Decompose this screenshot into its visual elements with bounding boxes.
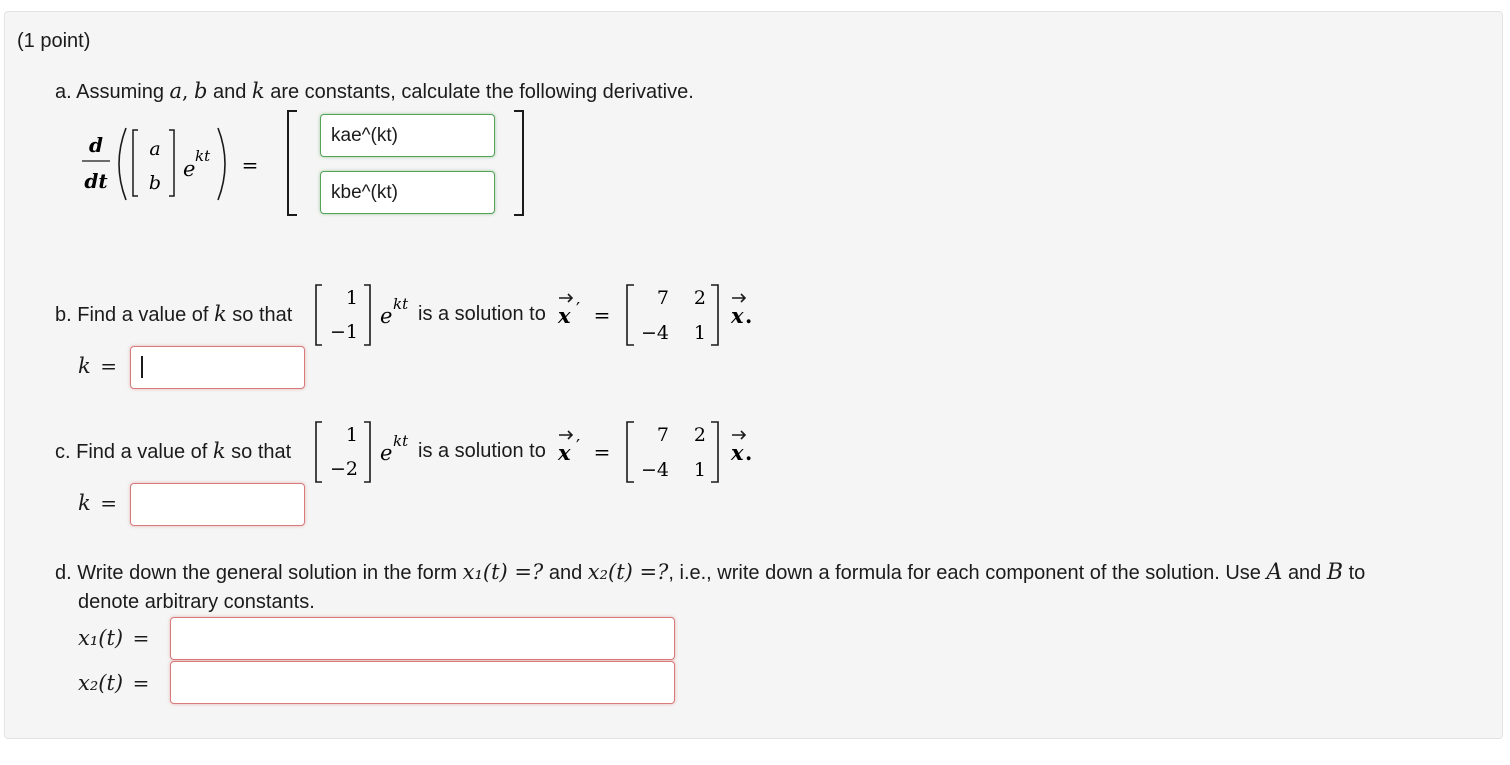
period: . bbox=[745, 440, 753, 465]
k-symbol: k bbox=[78, 354, 91, 378]
equals-sign: = bbox=[100, 354, 118, 378]
x-vector: x bbox=[558, 440, 571, 465]
matrix-cell-12: 2 bbox=[693, 287, 706, 309]
x2-symbol: x₂(t) bbox=[78, 671, 124, 695]
left-paren bbox=[119, 128, 126, 200]
exp-power: kt bbox=[393, 432, 409, 450]
part-a-prefix: a. Assuming bbox=[55, 81, 164, 103]
vector-arrow-icon bbox=[732, 294, 745, 302]
part-c-system bbox=[555, 415, 760, 487]
vec-right-bracket bbox=[364, 422, 370, 482]
vector-arrow-icon bbox=[732, 431, 745, 439]
x-vector-end: x bbox=[731, 303, 744, 328]
x2-label bbox=[78, 671, 149, 696]
part-b-prefix: b. Find a value of bbox=[55, 304, 209, 326]
equals-sign: = bbox=[132, 626, 150, 650]
text-cursor bbox=[141, 356, 143, 378]
var-B: B bbox=[1326, 560, 1344, 585]
matrix-cell-21: −4 bbox=[640, 322, 669, 344]
part-b-mid-text: is a solution to bbox=[418, 303, 546, 325]
part-d-line2: denote arbitrary constants. bbox=[78, 591, 315, 613]
x1-label bbox=[78, 626, 149, 651]
part-c-mid-text: is a solution to bbox=[418, 440, 546, 462]
x1-expression: x₁(t) =? bbox=[462, 560, 544, 584]
vec-left-bracket bbox=[316, 422, 322, 482]
and-word: and bbox=[212, 81, 247, 103]
x1-input[interactable] bbox=[170, 617, 675, 660]
exp-base: e bbox=[183, 157, 196, 181]
answer-a-top-input[interactable] bbox=[320, 114, 495, 157]
var-b: b bbox=[193, 79, 208, 103]
exp-base: e bbox=[380, 441, 393, 465]
part-d-text2: , i.e., write down a formula for each component of the solution. Use bbox=[668, 562, 1261, 584]
var-k: k bbox=[212, 439, 226, 463]
vec-right-bracket bbox=[169, 130, 174, 196]
answer-right-bracket bbox=[514, 111, 523, 215]
x-vector-end: x bbox=[731, 440, 744, 465]
vec-right-bracket bbox=[364, 285, 370, 345]
vec-top: 1 bbox=[345, 424, 358, 446]
part-c-vector bbox=[310, 417, 420, 487]
vec-bottom: −1 bbox=[329, 321, 358, 343]
equals-sign: = bbox=[593, 303, 611, 327]
prime-mark: ′ bbox=[576, 436, 581, 457]
so-that: so that bbox=[231, 441, 292, 463]
matrix-cell-22: 1 bbox=[693, 459, 706, 481]
part-a-suffix: are constants, calculate the following derivative. bbox=[270, 81, 694, 103]
comma: , bbox=[182, 79, 189, 103]
part-d-text1: d. Write down the general solution in the form bbox=[55, 562, 458, 584]
k-label-b bbox=[78, 354, 117, 379]
matrix-cell-11: 7 bbox=[656, 287, 669, 309]
vector-arrow-icon bbox=[559, 294, 572, 302]
exp-power: kt bbox=[195, 147, 211, 165]
equals-sign: = bbox=[100, 491, 118, 515]
var-k: k bbox=[251, 79, 265, 103]
vec-left-bracket bbox=[133, 130, 138, 196]
answer-left-bracket bbox=[288, 111, 297, 215]
exp-power: kt bbox=[393, 295, 409, 313]
part-c-prompt bbox=[55, 439, 291, 464]
exp-base: e bbox=[380, 304, 393, 328]
matrix-right-bracket bbox=[711, 422, 718, 482]
part-b-prompt bbox=[55, 302, 292, 327]
answer-a-bottom-input[interactable] bbox=[320, 171, 495, 214]
equals-sign: = bbox=[241, 153, 259, 177]
right-paren bbox=[218, 128, 225, 200]
vector-arrow-icon bbox=[559, 431, 572, 439]
matrix-cell-21: −4 bbox=[640, 459, 669, 481]
deriv-dt: dt bbox=[84, 169, 108, 193]
matrix-left-bracket bbox=[627, 285, 634, 345]
vec-left-bracket bbox=[316, 285, 322, 345]
matrix-cell-22: 1 bbox=[693, 322, 706, 344]
vec-top: a bbox=[149, 138, 161, 160]
part-a-prompt bbox=[55, 79, 694, 104]
derivative-expression bbox=[70, 108, 270, 213]
k-input-c[interactable] bbox=[130, 483, 305, 526]
prime-mark: ′ bbox=[576, 299, 581, 320]
part-d-prompt bbox=[55, 560, 1365, 585]
k-input-b[interactable] bbox=[130, 346, 305, 389]
deriv-d: d bbox=[89, 133, 103, 157]
equals-sign: = bbox=[132, 671, 150, 695]
part-c-prefix: c. Find a value of bbox=[55, 441, 208, 463]
var-k: k bbox=[214, 302, 227, 326]
x-vector: x bbox=[558, 303, 571, 328]
matrix-cell-11: 7 bbox=[656, 424, 669, 446]
and-word: and bbox=[548, 562, 583, 584]
k-symbol: k bbox=[78, 491, 91, 515]
and-word: and bbox=[1287, 562, 1322, 584]
var-A: A bbox=[1266, 560, 1283, 585]
x2-input[interactable] bbox=[170, 661, 675, 704]
equals-sign: = bbox=[593, 440, 611, 464]
matrix-cell-12: 2 bbox=[693, 424, 706, 446]
to-word: to bbox=[1348, 562, 1366, 584]
var-a: a bbox=[169, 79, 183, 103]
matrix-right-bracket bbox=[711, 285, 718, 345]
vec-top: 1 bbox=[345, 287, 358, 309]
vec-bottom: b bbox=[148, 172, 162, 194]
vec-bottom: −2 bbox=[329, 458, 358, 480]
x1-symbol: x₁(t) bbox=[78, 626, 124, 650]
part-b-vector bbox=[310, 280, 420, 350]
period: . bbox=[745, 303, 753, 328]
so-that: so that bbox=[232, 304, 293, 326]
x2-expression: x₂(t) =? bbox=[587, 560, 669, 584]
matrix-left-bracket bbox=[627, 422, 634, 482]
k-label-c bbox=[78, 491, 117, 516]
part-b-system bbox=[555, 278, 760, 350]
points-label: (1 point) bbox=[17, 30, 91, 52]
